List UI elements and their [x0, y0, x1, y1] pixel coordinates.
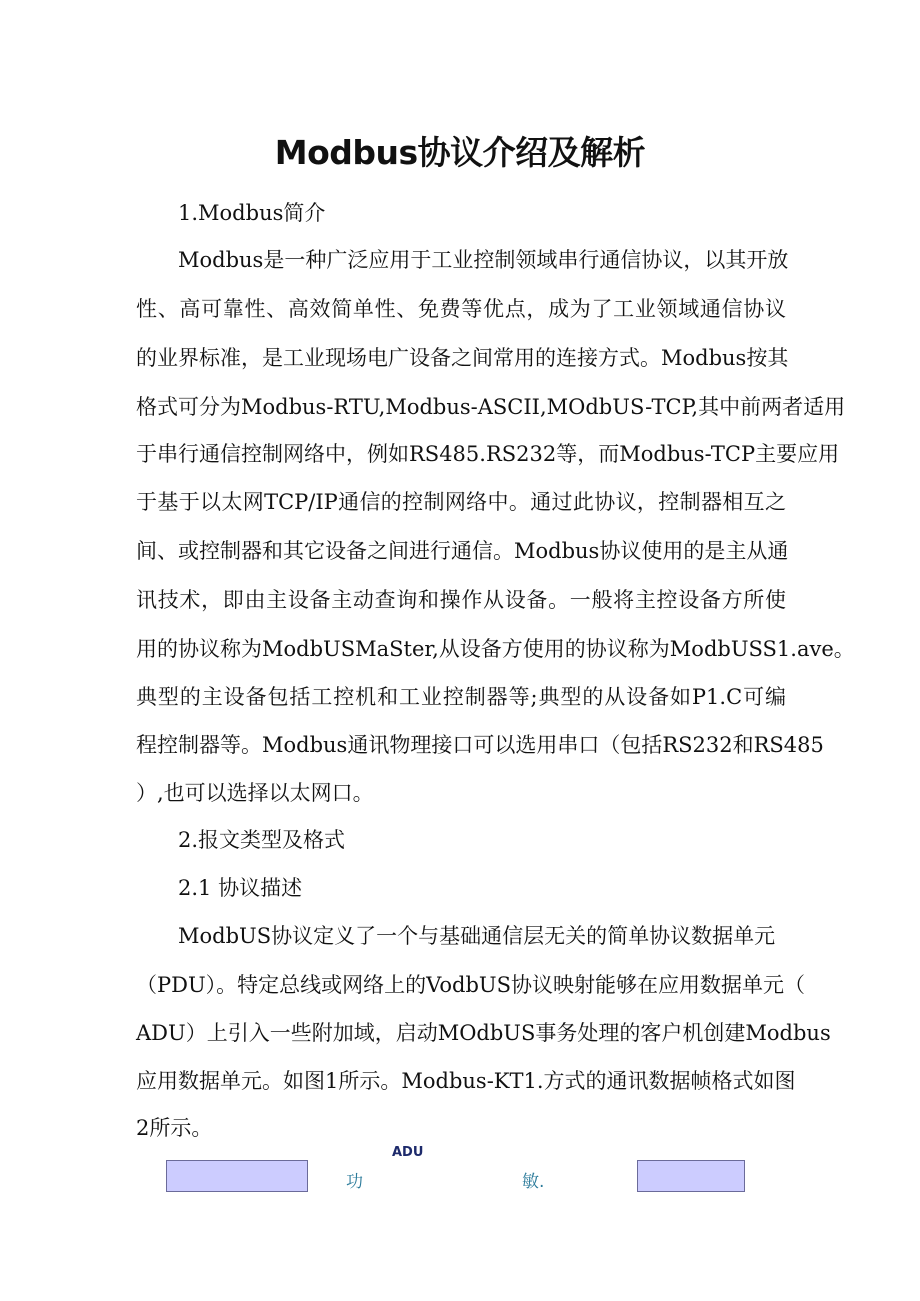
section-heading-1: 1.Modbus简介 — [178, 201, 326, 225]
paragraph-line: ModbUS协议定义了一个与基础通信层无关的简单协议数据单元 — [178, 924, 776, 948]
adu-label: ADU — [392, 1145, 424, 1160]
paragraph-line: Modbus是一种广泛应用于工业控制领域串行通信协议，以其开放 — [178, 248, 789, 272]
paragraph-line: 讯技术，即由主设备主动查询和操作从设备。一般将主控设备方所使 — [136, 588, 786, 612]
paragraph-line: 间、或控制器和其它设备之间进行通信。Modbus协议使用的是主从通 — [136, 539, 789, 563]
section-heading-2-1: 2.1 协议描述 — [178, 876, 303, 900]
paragraph-line: 应用数据单元。如图1所示。Modbus-KT1.方式的通讯数据帧格式如图 — [136, 1069, 796, 1093]
paragraph-line: 于基于以太网TCP/IP通信的控制网络中。通过此协议，控制器相互之 — [136, 490, 786, 514]
paragraph-line: 于串行通信控制网络中，例如RS485.RS232等，而Modbus-TCP主要应用 — [136, 442, 840, 466]
paragraph-line: 格式可分为Modbus-RTU,Modbus-ASCII,MOdbUS-TCP,其中前两者适用 — [136, 395, 846, 419]
function-code-field: 功 — [346, 1172, 363, 1192]
paragraph-line: ADU）上引入一些附加域，启动MOdbUS事务处理的客户机创建Modbus — [136, 1021, 831, 1045]
paragraph-line: 典型的主设备包括工控机和工业控制器等;典型的从设备如P1.C可编 — [136, 685, 786, 709]
paragraph-line: 用的协议称为ModbUSMaSter,从设备方使用的协议称为ModbUSS1.ave。 — [136, 637, 855, 661]
paragraph-line: 性、高可靠性、高效简单性、免费等优点，成为了工业领域通信协议 — [136, 297, 786, 321]
paragraph-line: ）,也可以选择以太网口。 — [136, 781, 374, 805]
document-title: Modbus协议介绍及解析 — [274, 133, 646, 172]
paragraph-line: （PDU）。特定总线或网络上的VodbUS协议映射能够在应用数据单元（ — [136, 973, 806, 997]
error-check-field-box — [637, 1160, 745, 1192]
data-field: 敏. — [522, 1172, 545, 1192]
paragraph-line: 2所示。 — [136, 1116, 213, 1140]
paragraph-line: 程控制器等。Modbus通讯物理接口可以选用串口（包括RS232和RS485 — [136, 733, 824, 757]
paragraph-line: 的业界标准，是工业现场电广设备之间常用的连接方式。Modbus按其 — [136, 346, 789, 370]
address-field-box — [166, 1160, 308, 1192]
section-heading-2: 2.报文类型及格式 — [178, 828, 346, 852]
